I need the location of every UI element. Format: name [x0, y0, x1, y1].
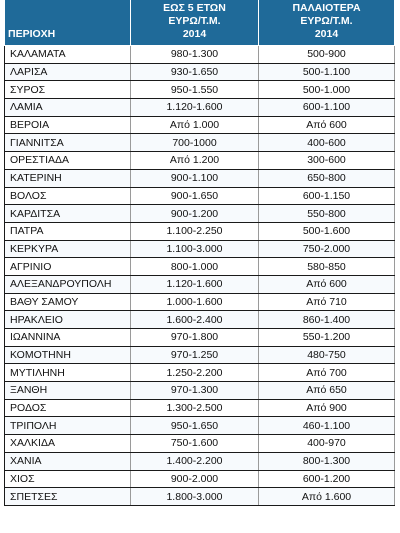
table-row	[5, 187, 395, 205]
region-cell: ΙΩΑΝΝΙΝΑ	[5, 329, 131, 347]
new-price-cell: 1.100-3.000	[131, 240, 259, 258]
new-price-cell: 900-2.000	[131, 470, 259, 488]
region-cell: ΒΑΘΥ ΣΑΜΟΥ	[5, 293, 131, 311]
old-price-cell: 650-800	[259, 169, 395, 187]
old-price-cell: Από 1.600	[259, 488, 395, 506]
table-row	[5, 382, 395, 400]
new-price-cell: 750-1.600	[131, 435, 259, 453]
new-price-cell: 700-1000	[131, 134, 259, 152]
new-price-cell: Από 1.200	[131, 152, 259, 170]
header-old-buildings	[259, 0, 395, 46]
table-row	[5, 364, 395, 382]
old-price-cell: 500-1.000	[259, 81, 395, 99]
new-price-cell: 900-1.100	[131, 169, 259, 187]
new-price-cell: 900-1.200	[131, 205, 259, 223]
old-price-cell: 400-970	[259, 435, 395, 453]
old-price-cell: 460-1.100	[259, 417, 395, 435]
region-cell: ΗΡΑΚΛΕΙΟ	[5, 311, 131, 329]
old-price-cell: Από 900	[259, 399, 395, 417]
table-row	[5, 222, 395, 240]
header-old-line1: ΠΑΛΑΙΟΤΕΡΑ	[292, 2, 361, 14]
table-row	[5, 452, 395, 470]
table-row	[5, 81, 395, 99]
old-price-cell: Από 600	[259, 275, 395, 293]
old-price-cell: 400-600	[259, 134, 395, 152]
old-price-cell: 500-1.100	[259, 63, 395, 81]
table-row	[5, 329, 395, 347]
new-price-cell: 1.800-3.000	[131, 488, 259, 506]
region-cell: ΑΓΡΙΝΙΟ	[5, 258, 131, 276]
region-cell: ΧΑΝΙΑ	[5, 452, 131, 470]
table-row	[5, 293, 395, 311]
table-row	[5, 116, 395, 134]
header-new-line1: ΕΩΣ 5 ΕΤΩΝ	[163, 2, 226, 14]
old-price-cell: 600-1.200	[259, 470, 395, 488]
table-row	[5, 470, 395, 488]
region-cell: ΓΙΑΝΝΙΤΣΑ	[5, 134, 131, 152]
new-price-cell: 1.000-1.600	[131, 293, 259, 311]
region-cell: ΤΡΙΠΟΛΗ	[5, 417, 131, 435]
new-price-cell: 800-1.000	[131, 258, 259, 276]
new-price-cell: Από 1.000	[131, 116, 259, 134]
table-row	[5, 46, 395, 64]
new-price-cell: 970-1.300	[131, 382, 259, 400]
old-price-cell: 800-1.300	[259, 452, 395, 470]
region-cell: ΧΙΟΣ	[5, 470, 131, 488]
old-price-cell: 500-900	[259, 46, 395, 64]
new-price-cell: 1.120-1.600	[131, 275, 259, 293]
region-cell: ΛΑΜΙΑ	[5, 99, 131, 117]
old-price-cell: 600-1.100	[259, 99, 395, 117]
header-row	[5, 0, 395, 46]
table-row	[5, 435, 395, 453]
region-cell: ΧΑΛΚΙΔΑ	[5, 435, 131, 453]
new-price-cell: 1.100-2.250	[131, 222, 259, 240]
region-cell: ΚΟΜΟΤΗΝΗ	[5, 346, 131, 364]
old-price-cell: 550-1.200	[259, 329, 395, 347]
old-price-cell: 550-800	[259, 205, 395, 223]
new-price-cell: 1.400-2.200	[131, 452, 259, 470]
header-new-line3: 2014	[182, 28, 207, 40]
new-price-cell: 970-1.800	[131, 329, 259, 347]
region-cell: ΚΑΡΔΙΤΣΑ	[5, 205, 131, 223]
new-price-cell: 970-1.250	[131, 346, 259, 364]
table-row	[5, 152, 395, 170]
old-price-cell: 600-1.150	[259, 187, 395, 205]
region-cell: ΛΑΡΙΣΑ	[5, 63, 131, 81]
region-cell: ΟΡΕΣΤΙΑΔΑ	[5, 152, 131, 170]
region-cell: ΠΑΤΡΑ	[5, 222, 131, 240]
header-region: ΠΕΡΙΟΧΗ	[5, 0, 131, 46]
region-cell: ΜΥΤΙΛΗΝΗ	[5, 364, 131, 382]
old-price-cell: Από 710	[259, 293, 395, 311]
table-row	[5, 205, 395, 223]
header-new-line2: ΕΥΡΩ/Τ.Μ.	[168, 15, 221, 27]
region-cell: ΞΑΝΘΗ	[5, 382, 131, 400]
old-price-cell: 300-600	[259, 152, 395, 170]
table-row	[5, 275, 395, 293]
region-cell: ΣΥΡΟΣ	[5, 81, 131, 99]
header-new-buildings	[131, 0, 259, 46]
new-price-cell: 950-1.550	[131, 81, 259, 99]
new-price-cell: 1.600-2.400	[131, 311, 259, 329]
table-row	[5, 488, 395, 506]
new-price-cell: 1.120-1.600	[131, 99, 259, 117]
header-old-line2: ΕΥΡΩ/Τ.Μ.	[300, 15, 353, 27]
table-row	[5, 346, 395, 364]
new-price-cell: 1.300-2.500	[131, 399, 259, 417]
old-price-cell: 480-750	[259, 346, 395, 364]
region-cell: ΣΠΕΤΣΕΣ	[5, 488, 131, 506]
table-row	[5, 417, 395, 435]
table-row	[5, 240, 395, 258]
new-price-cell: 930-1.650	[131, 63, 259, 81]
old-price-cell: Από 600	[259, 116, 395, 134]
old-price-cell: Από 650	[259, 382, 395, 400]
new-price-cell: 950-1.650	[131, 417, 259, 435]
table-body	[5, 46, 395, 506]
price-table	[4, 0, 395, 506]
table-row	[5, 134, 395, 152]
region-cell: ΒΟΛΟΣ	[5, 187, 131, 205]
region-cell: ΡΟΔΟΣ	[5, 399, 131, 417]
table-row	[5, 258, 395, 276]
table-row	[5, 99, 395, 117]
old-price-cell: 500-1.600	[259, 222, 395, 240]
table-row	[5, 63, 395, 81]
new-price-cell: 980-1.300	[131, 46, 259, 64]
region-cell: ΒΕΡΟΙΑ	[5, 116, 131, 134]
region-cell: ΚΑΤΕΡΙΝΗ	[5, 169, 131, 187]
region-cell: ΚΕΡΚΥΡΑ	[5, 240, 131, 258]
old-price-cell: 750-2.000	[259, 240, 395, 258]
new-price-cell: 1.250-2.200	[131, 364, 259, 382]
old-price-cell: 860-1.400	[259, 311, 395, 329]
region-cell: ΑΛΕΞΑΝΔΡΟΥΠΟΛΗ	[5, 275, 131, 293]
header-old-line3: 2014	[314, 28, 339, 40]
old-price-cell: Από 700	[259, 364, 395, 382]
table-row	[5, 311, 395, 329]
region-cell: ΚΑΛΑΜΑΤΑ	[5, 46, 131, 64]
old-price-cell: 580-850	[259, 258, 395, 276]
table-row	[5, 169, 395, 187]
table-header	[5, 0, 395, 46]
new-price-cell: 900-1.650	[131, 187, 259, 205]
table-row	[5, 399, 395, 417]
